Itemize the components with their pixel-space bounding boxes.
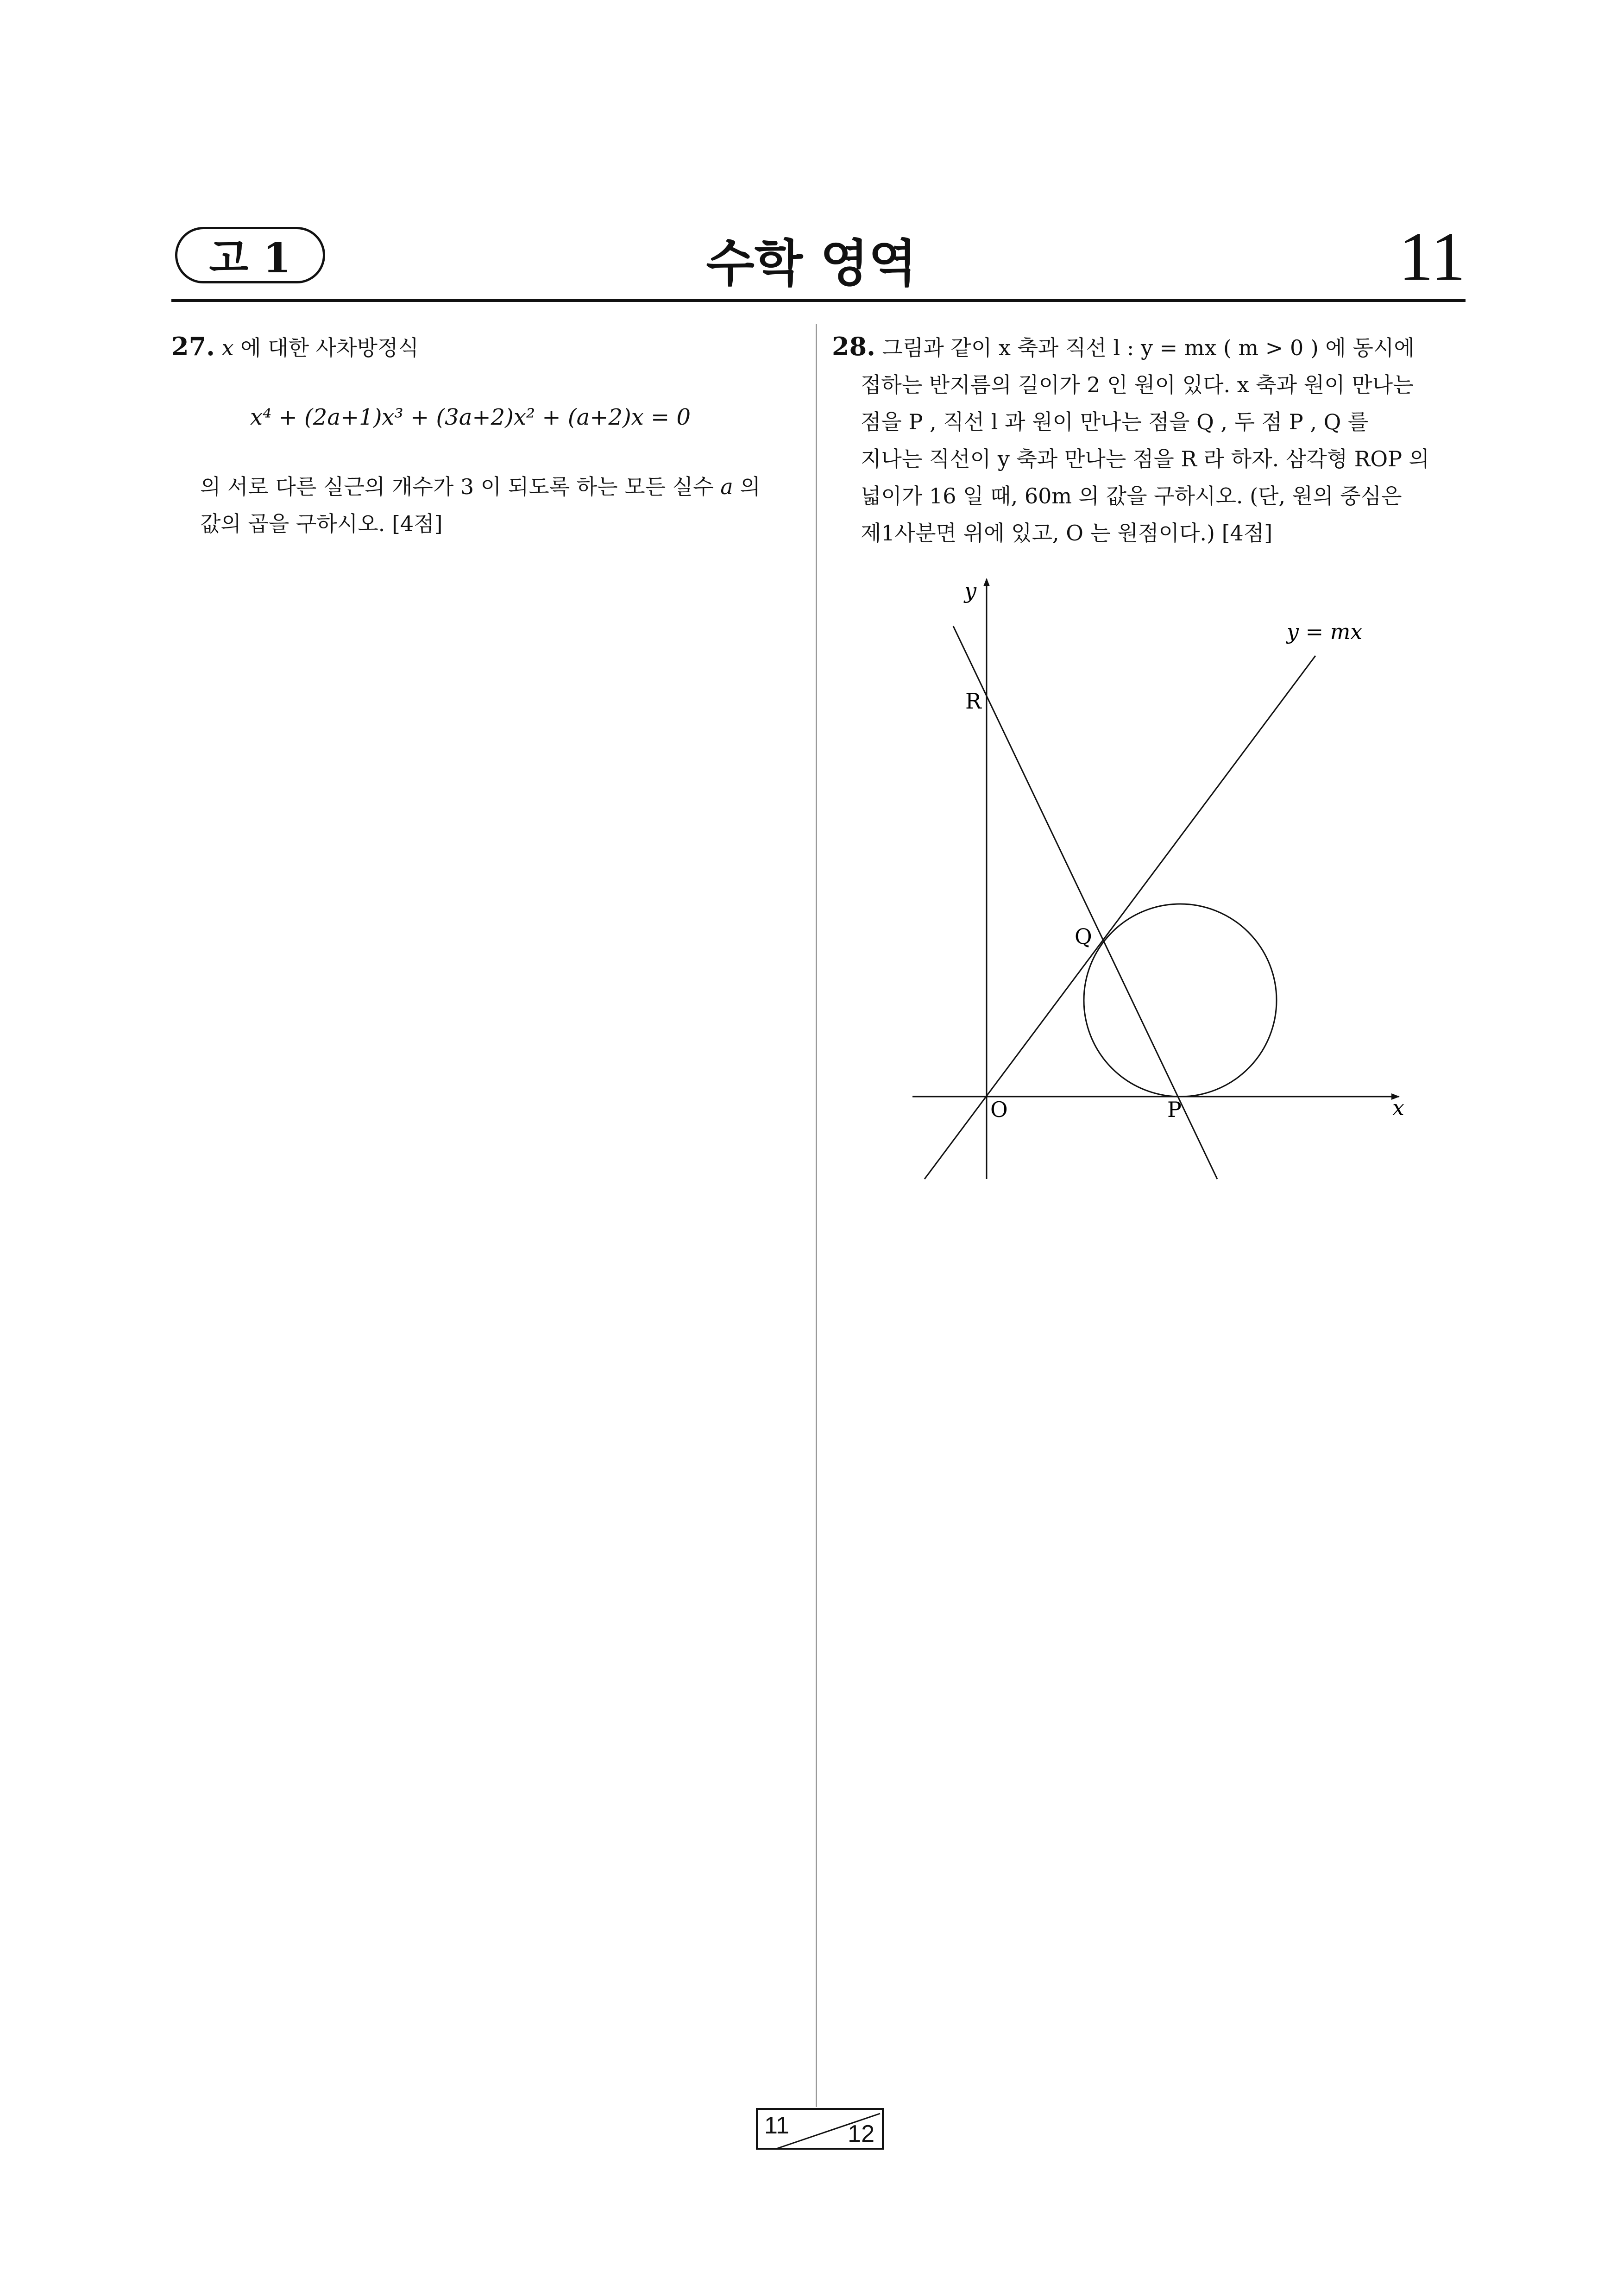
x-axis-label: x (1392, 1095, 1404, 1120)
question-27-line-2 (171, 468, 792, 505)
question-27-condition-text: 의 서로 다른 실근의 개수가 3 이 되도록 하는 모든 실수 (200, 474, 721, 499)
question-27-intro-text: 에 대한 사차방정식 (233, 335, 419, 360)
question-27-variable-x: x (221, 335, 234, 360)
question-27-variable-a: a (720, 474, 733, 499)
question-28-text-line-2: 접하는 반지름의 길이가 2 인 원이 있다. x 축과 원이 만나는 (861, 372, 1414, 397)
line-label: y = mx (1287, 619, 1363, 644)
point-q-label: Q (1075, 924, 1092, 949)
header-rule (171, 299, 1466, 302)
question-27-equation: x⁴ + (2a+1)x³ + (3a+2)x² + (a+2)x = 0 (250, 404, 691, 430)
question-28-text-line-5: 넓이가 16 일 때, 60m 의 값을 구하시오. (단, 원의 중심은 (861, 483, 1402, 508)
circle (1084, 904, 1277, 1097)
total-pages: 12 (848, 2120, 874, 2147)
question-27-number: 27. (171, 332, 215, 361)
origin-label: O (990, 1097, 1008, 1122)
line-y-equals-mx (925, 656, 1315, 1179)
current-page: 11 (764, 2112, 789, 2139)
page-number: 11 (1398, 218, 1466, 295)
question-28-text-line-6: 제1사분면 위에 있고, O 는 원점이다.) [4점] (861, 521, 1273, 546)
question-28-text-line-3: 점을 P , 직선 l 과 원이 만나는 점을 Q , 두 점 P , Q 를 (861, 409, 1369, 434)
page-indicator (756, 2108, 884, 2150)
question-27-line-1 (171, 328, 792, 366)
question-27-condition-end: 의 (733, 474, 761, 499)
question-28-line-1 (832, 328, 1480, 366)
point-r-label: R (965, 689, 981, 714)
question-28-text-line-1: 그림과 같이 x 축과 직선 l : y = mx ( m > 0 ) 에 동시에 (882, 335, 1415, 360)
question-28-text-line-4: 지나는 직선이 y 축과 만나는 점을 R 라 하자. 삼각형 ROP 의 (861, 446, 1430, 471)
question-28 (832, 328, 1480, 552)
question-27-line-3: 값의 곱을 구하시오. [4점] (200, 511, 443, 536)
question-28-number: 28. (832, 332, 875, 361)
figure-svg (899, 570, 1417, 1186)
y-axis-label: y (964, 578, 976, 603)
column-divider (816, 324, 817, 2107)
question-27 (171, 328, 792, 542)
subject-title: 수학 영역 (706, 235, 917, 293)
point-p-label: P (1167, 1097, 1182, 1122)
question-28-figure (899, 570, 1417, 1186)
grade-label: 고 1 (209, 234, 291, 282)
